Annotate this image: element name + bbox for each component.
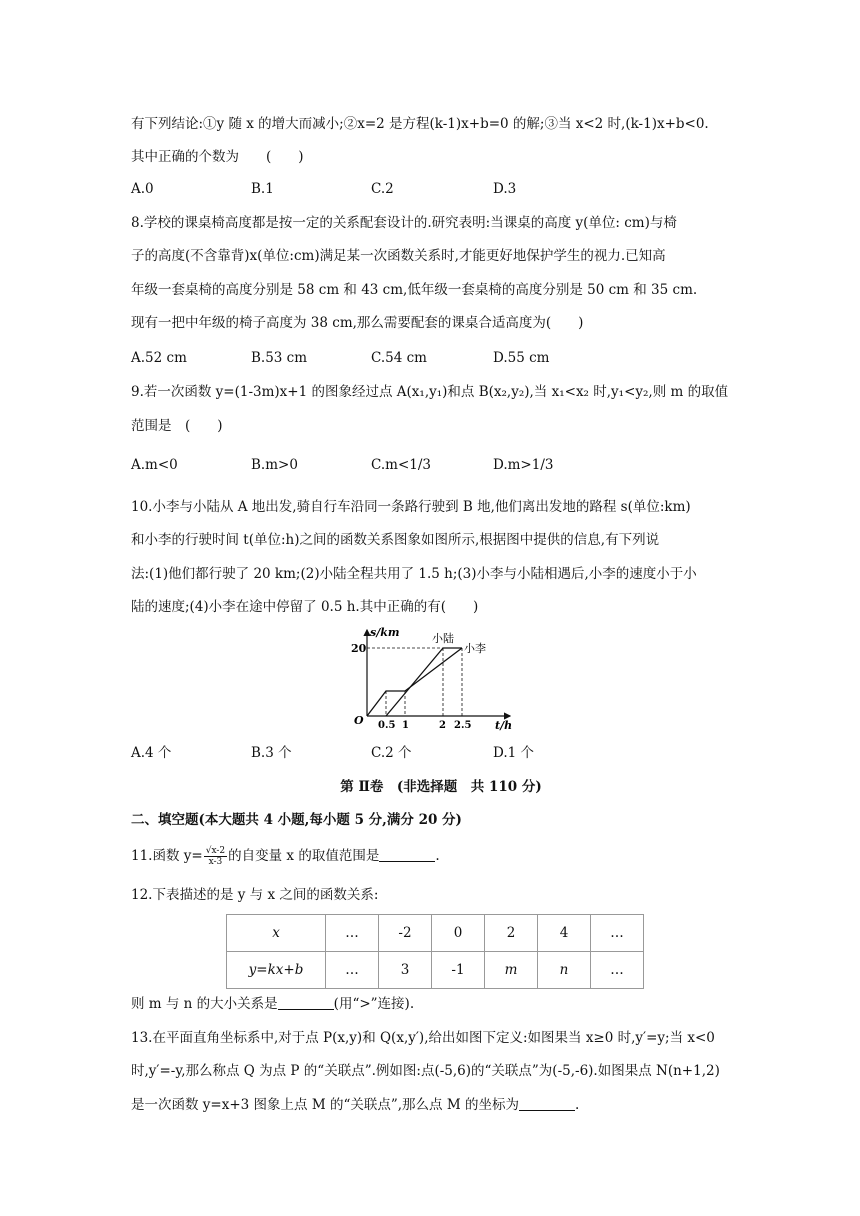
q10-line-4: 陆的速度;(4)小李在途中停留了 0.5 h.其中正确的有( ) bbox=[131, 599, 479, 615]
option-d: D.55 cm bbox=[493, 350, 550, 366]
option-a: A.0 bbox=[131, 181, 154, 197]
q10-line-1: 10.小李与小陆从 A 地出发,骑自行车沿同一条路行驶到 B 地,他们离出发地的路程 s(单位:km) bbox=[131, 499, 691, 515]
table-cell: y=kx+b bbox=[227, 952, 326, 989]
q12-after-line bbox=[131, 994, 414, 1014]
option-c: C.2 bbox=[371, 181, 394, 197]
q7-options bbox=[131, 179, 751, 199]
table-cell: m bbox=[485, 952, 538, 989]
q12-after: 则 m 与 n 的大小关系是 bbox=[131, 996, 278, 1012]
x-axis-label: t/h bbox=[495, 719, 513, 732]
table-cell: 2 bbox=[485, 915, 538, 952]
q12-intro: 12.下表描述的是 y 与 x 之间的函数关系: bbox=[131, 887, 379, 903]
option-b: B.1 bbox=[251, 181, 274, 197]
q13-line-1: 13.在平面直角坐标系中,对于点 P(x,y)和 Q(x,y′),给出如图下定义:如图果当 x≥0 时,y′=y;当 x<0 bbox=[131, 1030, 715, 1046]
x-tick-05: 0.5 bbox=[378, 720, 396, 731]
q10-line-3: 法:(1)他们都行驶了 20 km;(2)小陆全程共用了 1.5 h;(3)小李与小陆相遇后,小李的速度小于小 bbox=[131, 566, 697, 582]
q10-options bbox=[131, 743, 751, 763]
origin-label: O bbox=[354, 714, 364, 727]
q11-denominator: x-3 bbox=[208, 857, 223, 867]
q12-function-table bbox=[226, 914, 644, 989]
table-cell: x bbox=[227, 915, 326, 952]
q12-answer-blank bbox=[278, 995, 334, 1010]
table-cell: … bbox=[326, 915, 379, 952]
distance-time-graph bbox=[350, 624, 520, 734]
table-cell: … bbox=[591, 915, 644, 952]
table-cell: … bbox=[326, 952, 379, 989]
option-a: A.m<0 bbox=[131, 457, 178, 473]
option-a: A.52 cm bbox=[131, 350, 187, 366]
option-d: D.3 bbox=[493, 181, 517, 197]
option-b: B.3 个 bbox=[251, 745, 292, 761]
q8-line-3: 年级一套桌椅的高度分别是 58 cm 和 43 cm,低年级一套桌椅的高度分别是 50 cm 和 35 cm. bbox=[131, 282, 698, 298]
table-row bbox=[227, 915, 644, 952]
q7-question-line: 其中正确的个数为 ( ) bbox=[131, 149, 304, 165]
table-cell: … bbox=[591, 952, 644, 989]
option-c: C.2 个 bbox=[371, 745, 412, 761]
section-ii-title: 第 Ⅱ卷 (非选择题 共 110 分) bbox=[340, 779, 542, 795]
xiaolu-label: 小陆 bbox=[432, 632, 454, 645]
q11-line: 11.函数 y= $\frac{√x-2}{x-3}$ 的自变量 x 的取值范围是 . bbox=[131, 846, 440, 867]
fill-in-heading: 二、填空题(本大题共 4 小题,每小题 5 分,满分 20 分) bbox=[131, 812, 462, 828]
option-b: B.m>0 bbox=[251, 457, 298, 473]
q9-line-2: 范围是 ( ) bbox=[131, 418, 223, 434]
q11-numerator: √x-2 bbox=[205, 846, 226, 856]
q8-options bbox=[131, 348, 751, 368]
q13-line-3 bbox=[131, 1095, 579, 1115]
table-cell: 3 bbox=[379, 952, 432, 989]
q13-answer-blank bbox=[519, 1096, 575, 1111]
q11-answer-blank bbox=[379, 847, 435, 862]
q8-line-1: 8.学校的课桌椅高度都是按一定的关系配套设计的.研究表明:当课桌的高度 y(单位: cm)与椅 bbox=[131, 215, 677, 231]
table-cell: 0 bbox=[432, 915, 485, 952]
table-cell: -1 bbox=[432, 952, 485, 989]
xiaoli-label: 小李 bbox=[464, 642, 486, 655]
q13-end: . bbox=[574, 1097, 580, 1113]
y-axis-label: s/km bbox=[370, 626, 400, 639]
table-cell: -2 bbox=[379, 915, 432, 952]
x-tick-2: 2 bbox=[439, 720, 446, 731]
y-tick-20: 20 bbox=[351, 642, 367, 655]
option-a: A.4 个 bbox=[131, 745, 172, 761]
x-tick-25: 2.5 bbox=[454, 720, 472, 731]
option-d: D.1 个 bbox=[493, 745, 535, 761]
xiaolu-line bbox=[386, 648, 443, 716]
table-row bbox=[227, 952, 644, 989]
q9-line-1: 9.若一次函数 y=(1-3m)x+1 的图象经过点 A(x₁,y₁)和点 B(x₂,y₂),当 x₁<x₂ 时,y₁<y₂,则 m 的取值 bbox=[131, 384, 729, 400]
q13-line-3-text: 是一次函数 y=x+3 图象上点 M 的“关联点”,那么点 M 的坐标为 bbox=[131, 1097, 519, 1113]
option-c: C.m<1/3 bbox=[371, 457, 431, 473]
option-c: C.54 cm bbox=[371, 350, 427, 366]
q13-line-2: 时,y′=-y,那么称点 Q 为点 P 的“关联点”.例如图:点(-5,6)的“关联点”为(-5,-6).如图果点 N(n+1,2) bbox=[131, 1063, 720, 1079]
q12-after-suffix: (用“>”连接). bbox=[333, 996, 415, 1012]
q9-options bbox=[131, 455, 751, 475]
q11-prefix: 11.函数 y= bbox=[131, 848, 203, 864]
q8-line-2: 子的高度(不含靠背)x(单位:cm)满足某一次函数关系时,才能更好地保护学生的视力.已知高 bbox=[131, 248, 666, 264]
table-cell: 4 bbox=[538, 915, 591, 952]
q7-statement-line: 有下列结论:①y 随 x 的增大而减小;②x=2 是方程(k-1)x+b=0 的解;③当 x<2 时,(k-1)x+b<0. bbox=[131, 116, 709, 132]
option-b: B.53 cm bbox=[251, 350, 308, 366]
option-d: D.m>1/3 bbox=[493, 457, 554, 473]
q11-suffix: 的自变量 x 的取值范围是 bbox=[228, 848, 380, 864]
table-cell: n bbox=[538, 952, 591, 989]
q11-fraction bbox=[204, 846, 227, 867]
x-tick-1: 1 bbox=[402, 720, 409, 731]
q10-line-2: 和小李的行驶时间 t(单位:h)之间的函数关系图象如图所示,根据图中提供的信息,有下列说 bbox=[131, 532, 660, 548]
q8-line-4: 现有一把中年级的椅子高度为 38 cm,那么需要配套的课桌合适高度为( ) bbox=[131, 315, 584, 331]
